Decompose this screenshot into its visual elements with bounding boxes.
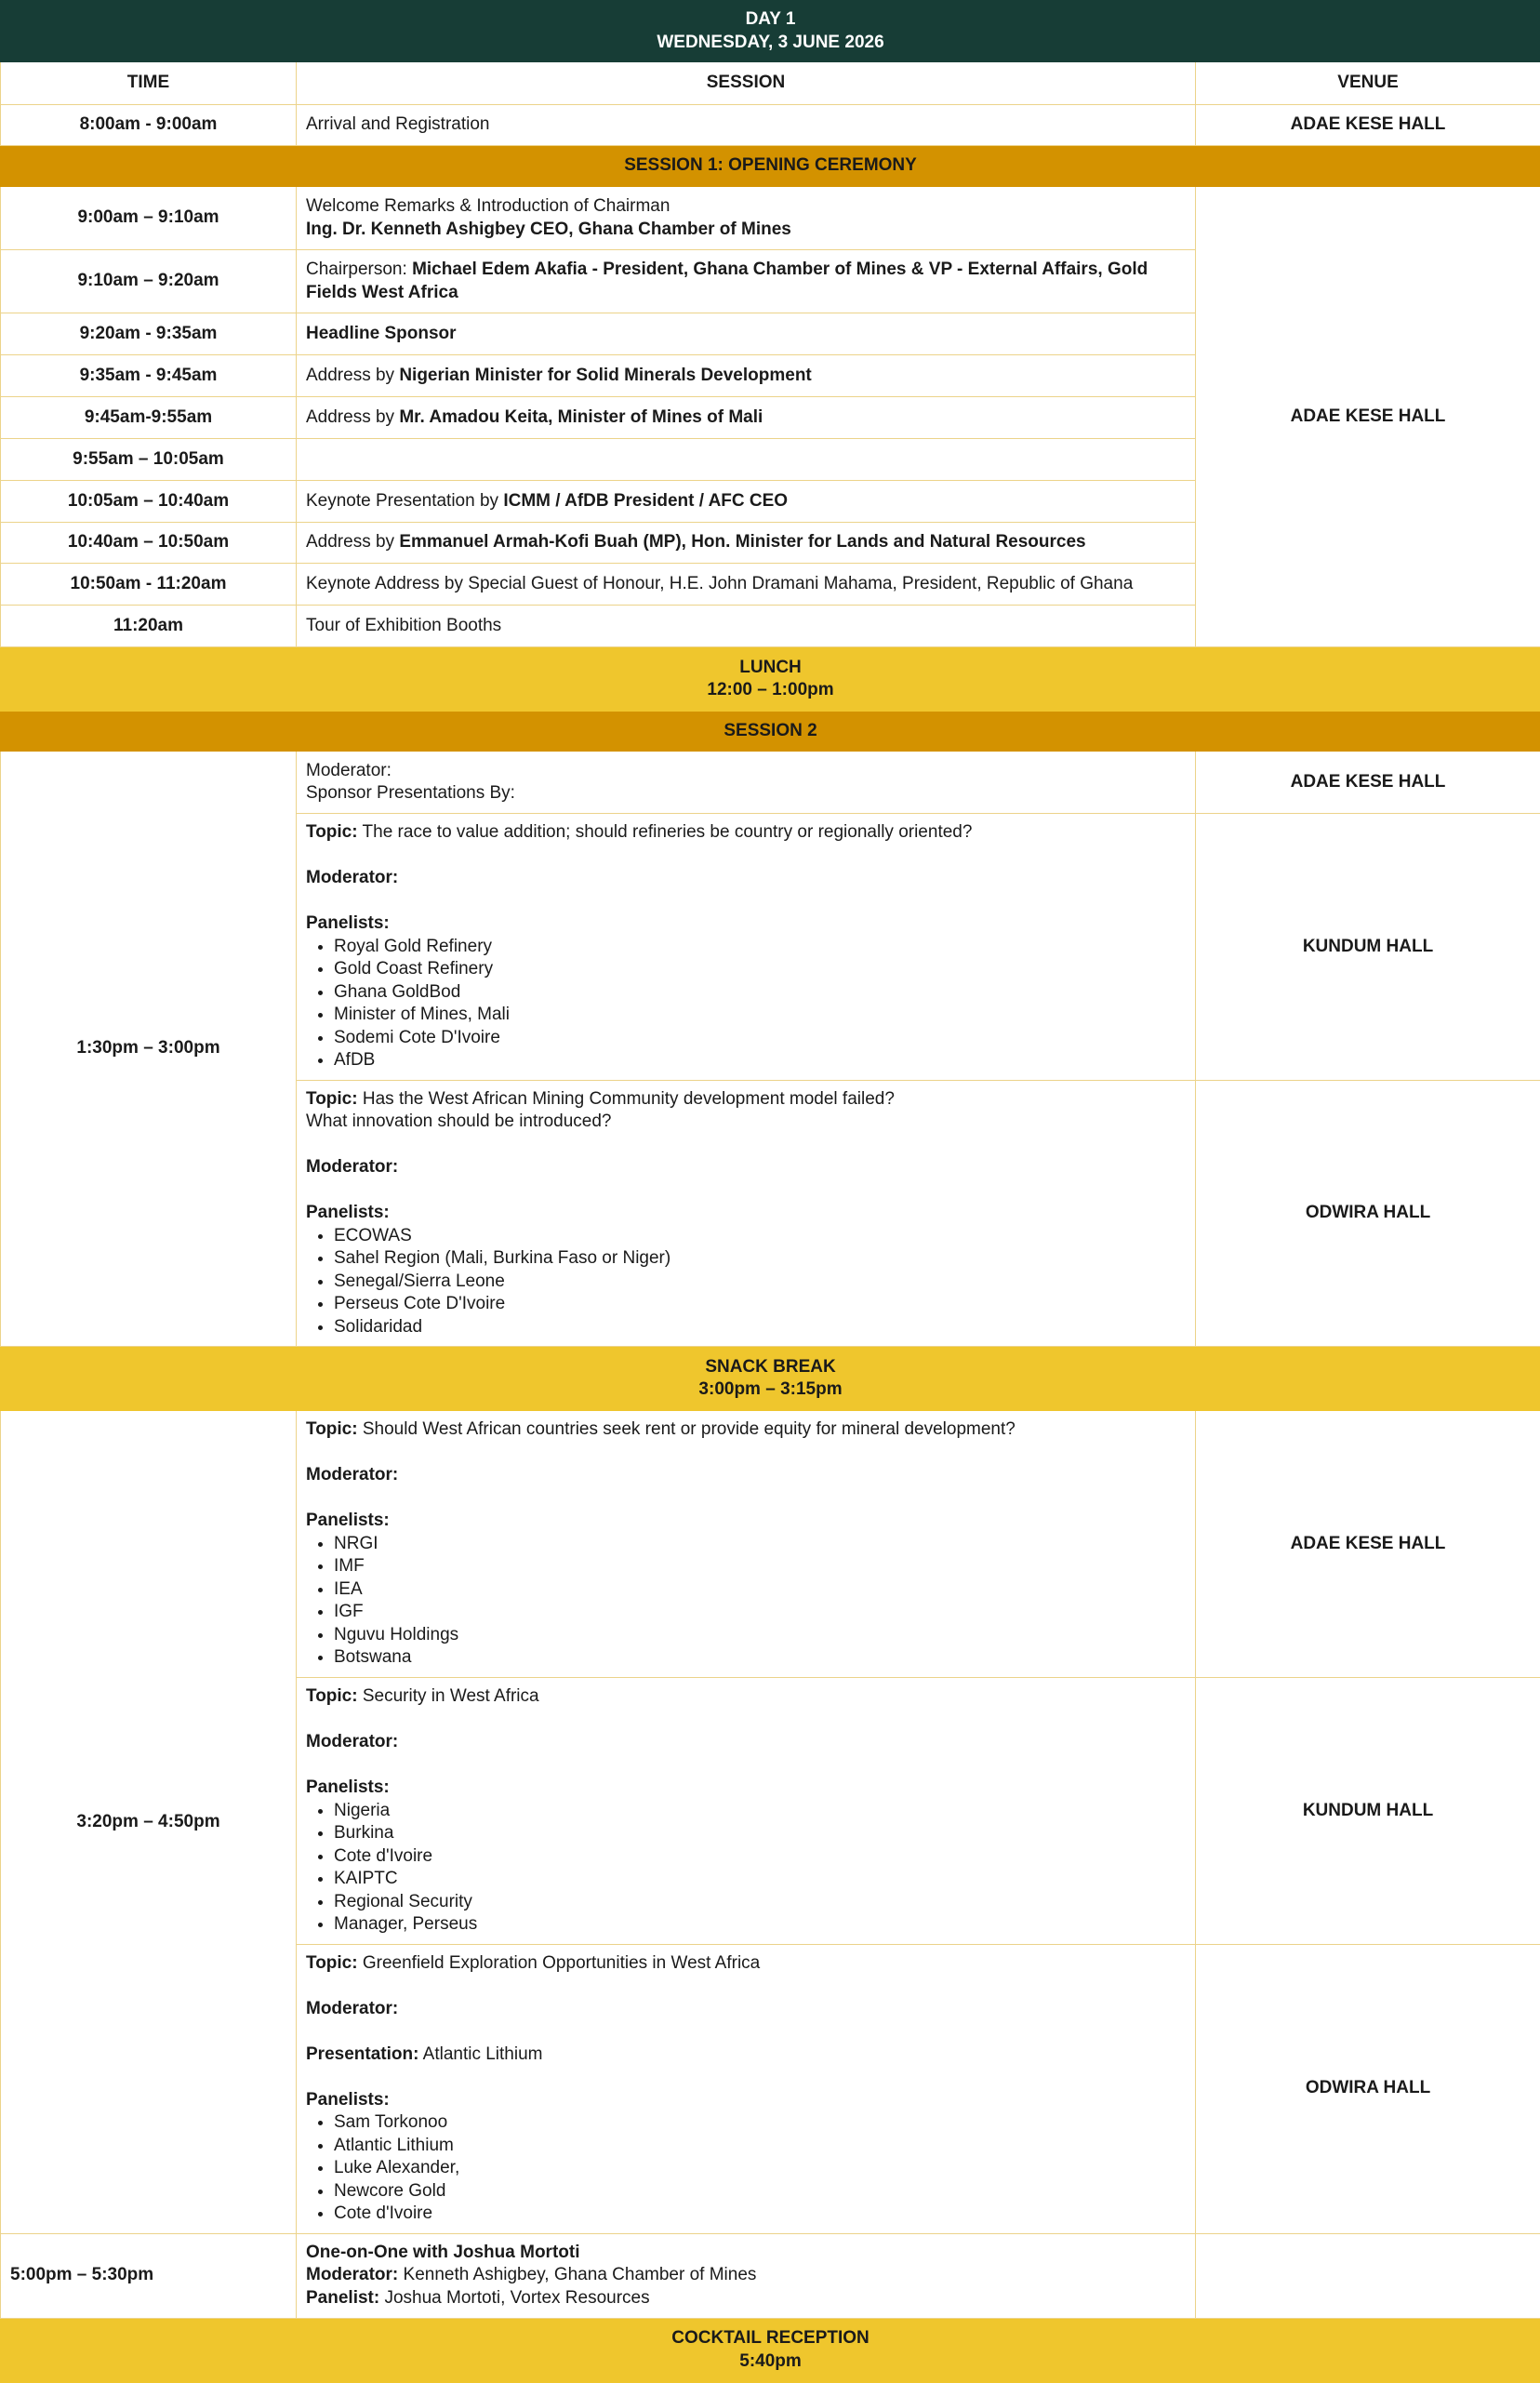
panelist-item: • Luke Alexander, [334, 2157, 1186, 2180]
panelist-item: • Sam Torkonoo [334, 2111, 1186, 2135]
session-speaker: Michael Edem Akafia - President, Ghana Chamber of Mines & VP - External Affairs, Gold Fields West Africa [306, 260, 1148, 302]
topic-label: Topic: [306, 1419, 358, 1439]
panel-cell [297, 814, 1196, 1081]
time-cell: 9:10am – 9:20am [1, 250, 297, 313]
panelist-item: • Sodemi Cote D'Ivoire [334, 1027, 1186, 1050]
session1-title: SESSION 1: OPENING CEREMONY [1, 146, 1540, 187]
one-on-one-row [1, 2233, 1540, 2318]
session-text: Keynote Presentation by [306, 491, 503, 511]
session-cell [297, 752, 1196, 814]
topic-label: Topic: [306, 1686, 358, 1706]
topic-text: The race to value addition; should refineries be country or regionally oriented? [363, 822, 973, 842]
session2-title: SESSION 2 [1, 712, 1540, 752]
topic-text: Should West African countries seek rent or provide equity for mineral development? [363, 1419, 1016, 1439]
column-header-time: TIME [1, 62, 297, 105]
session2-bar [1, 712, 1540, 752]
session-cell [297, 481, 1196, 523]
panelist-list [306, 2111, 1186, 2226]
column-header-row [1, 62, 1540, 105]
panelist-item: • Sahel Region (Mali, Burkina Faso or Niger) [334, 1247, 1186, 1271]
panelist-name: Joshua Mortoti, Vortex Resources [384, 2288, 649, 2308]
venue-cell: ADAE KESE HALL [1196, 1411, 1540, 1678]
venue-cell: ADAE KESE HALL [1196, 187, 1540, 647]
moderator-label: Moderator: [306, 1157, 398, 1177]
session-speaker: Nigerian Minister for Solid Minerals Development [399, 366, 811, 385]
presentation-label: Presentation: [306, 2044, 418, 2064]
day-title: DAY 1 [2, 8, 1539, 32]
panelist-item: • AfDB [334, 1049, 1186, 1072]
panelist-item: • Botswana [334, 1646, 1186, 1670]
moderator-line: Moderator: [306, 760, 1186, 783]
session-cell [297, 313, 1196, 355]
panelist-item: • Burkina [334, 1822, 1186, 1845]
venue-cell: ADAE KESE HALL [1196, 105, 1540, 146]
panelist-item: • Manager, Perseus [334, 1913, 1186, 1937]
panelist-item: • Senegal/Sierra Leone [334, 1271, 1186, 1294]
time-cell: 8:00am - 9:00am [1, 105, 297, 146]
moderator-label: Moderator: [306, 2265, 398, 2284]
column-header-venue: VENUE [1196, 62, 1540, 105]
topic-label: Topic: [306, 1089, 358, 1109]
topic-label: Topic: [306, 1953, 358, 1973]
time-cell: 9:00am – 9:10am [1, 187, 297, 250]
panelist-list [306, 936, 1186, 1072]
session-cell [297, 355, 1196, 397]
session-speaker: Emmanuel Armah-Kofi Buah (MP), Hon. Minister for Lands and Natural Resources [399, 532, 1085, 552]
one-on-one-title: One-on-One with Joshua Mortoti [306, 2243, 579, 2262]
panel-cell [297, 1678, 1196, 1945]
session1-bar [1, 146, 1540, 187]
session-cell [297, 606, 1196, 647]
panelist-item: • Perseus Cote D'Ivoire [334, 1293, 1186, 1316]
panelists-label: Panelists: [306, 1777, 390, 1797]
panelist-item: • Gold Coast Refinery [334, 958, 1186, 981]
session-text: Chairperson: [306, 260, 412, 279]
session-cell [297, 250, 1196, 313]
panel-cell [297, 1080, 1196, 1347]
panelist-item: • IEA [334, 1578, 1186, 1602]
panelist-item: • Solidaridad [334, 1316, 1186, 1339]
cocktail-title: COCKTAIL RECEPTION [2, 2327, 1539, 2350]
venue-cell: ODWIRA HALL [1196, 1944, 1540, 2233]
panelist-list [306, 1533, 1186, 1670]
topic-text-line2: What innovation should be introduced? [306, 1111, 1186, 1134]
time-cell: 9:45am-9:55am [1, 397, 297, 439]
time-cell: 9:20am - 9:35am [1, 313, 297, 355]
time-cell: 1:30pm – 3:00pm [1, 752, 297, 1347]
registration-row [1, 105, 1540, 146]
session-cell [297, 523, 1196, 564]
agenda-row [1, 752, 1540, 814]
agenda-row [1, 187, 1540, 250]
snack-title: SNACK BREAK [2, 1356, 1539, 1379]
panelist-item: • Cote d'Ivoire [334, 2203, 1186, 2226]
session-text: Address by [306, 366, 399, 385]
lunch-bar [1, 647, 1540, 712]
cocktail-time: 5:40pm [2, 2350, 1539, 2374]
panelist-item: • Royal Gold Refinery [334, 936, 1186, 959]
panelists-label: Panelists: [306, 2090, 390, 2110]
panel-row [1, 1411, 1540, 1678]
time-cell: 10:05am – 10:40am [1, 481, 297, 523]
time-cell: 11:20am [1, 606, 297, 647]
column-header-session: SESSION [297, 62, 1196, 105]
panelists-label: Panelists: [306, 913, 390, 933]
moderator-label: Moderator: [306, 868, 398, 887]
time-cell: 10:50am - 11:20am [1, 564, 297, 606]
panelist-item: • IMF [334, 1555, 1186, 1578]
time-cell: 10:40am – 10:50am [1, 523, 297, 564]
panelists-label: Panelists: [306, 1203, 390, 1222]
topic-label: Topic: [306, 822, 358, 842]
moderator-label: Moderator: [306, 1999, 398, 2018]
panelist-item: • Newcore Gold [334, 2180, 1186, 2203]
panelist-item: • Nguvu Holdings [334, 1624, 1186, 1647]
panelist-item: • Atlantic Lithium [334, 2135, 1186, 2158]
moderator-label: Moderator: [306, 1465, 398, 1484]
panelist-item: • Nigeria [334, 1800, 1186, 1823]
panelist-label: Panelist: [306, 2288, 379, 2308]
snack-bar [1, 1347, 1540, 1411]
panelist-item: • Cote d'Ivoire [334, 1845, 1186, 1869]
time-cell: 3:20pm – 4:50pm [1, 1411, 297, 2234]
session-cell [297, 2233, 1196, 2318]
snack-time: 3:00pm – 3:15pm [2, 1378, 1539, 1402]
time-cell: 9:35am - 9:45am [1, 355, 297, 397]
presentation-text: Atlantic Lithium [423, 2044, 543, 2064]
sponsor-line: Sponsor Presentations By: [306, 782, 1186, 805]
session-cell [297, 439, 1196, 481]
panel-cell [297, 1411, 1196, 1678]
session-speaker: ICMM / AfDB President / AFC CEO [503, 491, 788, 511]
panelist-item: • KAIPTC [334, 1868, 1186, 1891]
topic-text: Security in West Africa [363, 1686, 539, 1706]
panelist-item: • Regional Security [334, 1891, 1186, 1914]
venue-cell: ODWIRA HALL [1196, 1080, 1540, 1347]
panelist-list [306, 1225, 1186, 1339]
panelist-item: • ECOWAS [334, 1225, 1186, 1248]
panelist-item: • Minister of Mines, Mali [334, 1004, 1186, 1027]
venue-cell: KUNDUM HALL [1196, 1678, 1540, 1945]
session-text: Tour of Exhibition Booths [306, 616, 501, 635]
session-text: Address by [306, 407, 399, 427]
lunch-time: 12:00 – 1:00pm [2, 679, 1539, 702]
session-text: Address by [306, 532, 399, 552]
venue-cell: KUNDUM HALL [1196, 814, 1540, 1081]
topic-text: Has the West African Mining Community development model failed? [363, 1089, 895, 1109]
session-speaker: Headline Sponsor [306, 324, 457, 343]
time-cell: 9:55am – 10:05am [1, 439, 297, 481]
session-speaker: Ing. Dr. Kenneth Ashigbey CEO, Ghana Chamber of Mines [306, 220, 791, 239]
venue-cell [1196, 2233, 1540, 2318]
session-cell [297, 187, 1196, 250]
topic-text: Greenfield Exploration Opportunities in West Africa [363, 1953, 760, 1973]
session-text: Keynote Address by Special Guest of Honour, H.E. John Dramani Mahama, President, Republic of Ghana [306, 574, 1133, 593]
panelists-label: Panelists: [306, 1511, 390, 1530]
venue-cell: ADAE KESE HALL [1196, 752, 1540, 814]
moderator-name: Kenneth Ashigbey, Ghana Chamber of Mines [404, 2265, 757, 2284]
panelist-item: • NRGI [334, 1533, 1186, 1556]
session-cell [297, 564, 1196, 606]
session-cell [297, 397, 1196, 439]
panelist-item: • Ghana GoldBod [334, 981, 1186, 1005]
panelist-item: • IGF [334, 1601, 1186, 1624]
panel-cell [297, 1944, 1196, 2233]
day-header [1, 1, 1540, 62]
session-speaker: Mr. Amadou Keita, Minister of Mines of Mali [399, 407, 763, 427]
session-text: Welcome Remarks & Introduction of Chairman [306, 196, 670, 216]
time-cell: 5:00pm – 5:30pm [1, 2233, 297, 2318]
panelist-list [306, 1800, 1186, 1937]
lunch-title: LUNCH [2, 657, 1539, 680]
moderator-label: Moderator: [306, 1732, 398, 1751]
cocktail-bar [1, 2318, 1540, 2382]
session-cell: Arrival and Registration [297, 105, 1196, 146]
day-date: WEDNESDAY, 3 JUNE 2026 [2, 32, 1539, 55]
